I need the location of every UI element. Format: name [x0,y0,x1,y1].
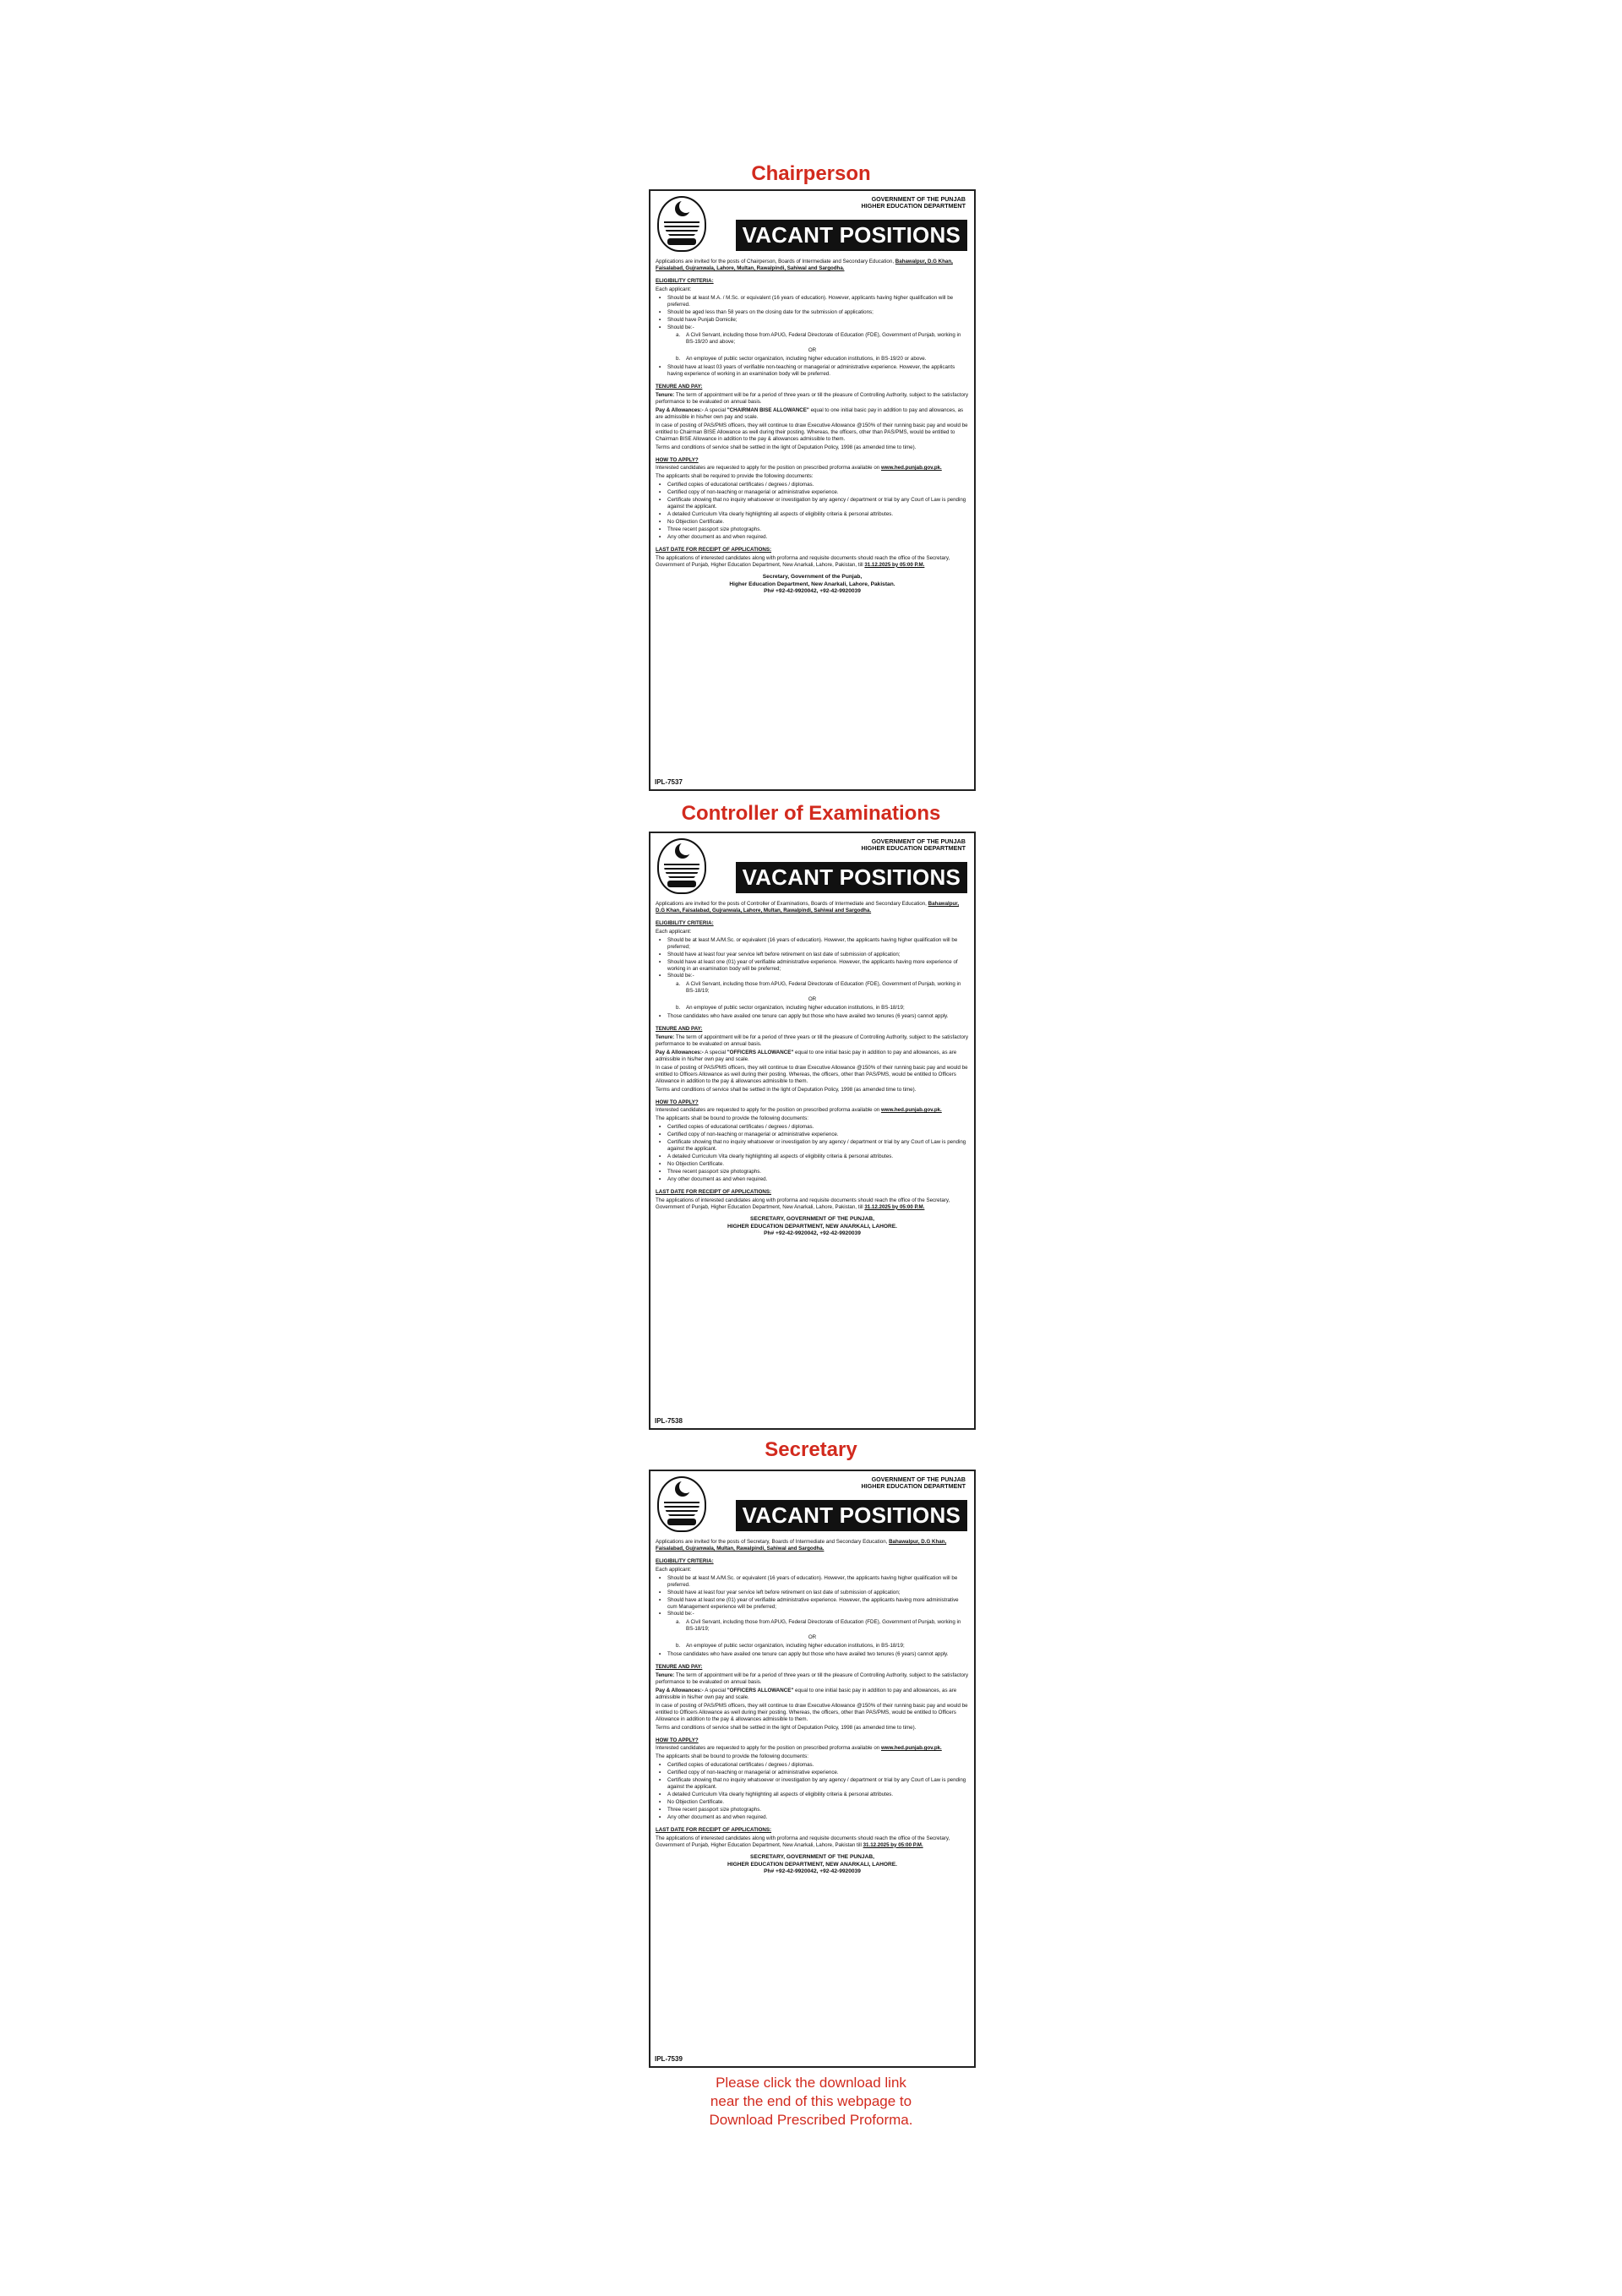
pay-allowances: Pay & Allowances:- A special "OFFICERS ALLOWANCE" equal to one initial basic pay in addition to pay and allowances, as are admissible in his/her own pay and scale. [656,1687,957,1700]
pms-note: In case of posting of PAS/PMS officers, they will continue to draw Executive Allowance @150% of their running basic pay and would be entitled to Officers Allowance as well during their posting. Whereas, the officers, other than PAS/PMS, would be entitled to Officers Allowance in addition to the pay & allowances admissible to them. [656,1702,968,1722]
option-a: a. A Civil Servant, including those from APUG, Federal Directorate of Education (FDE), Government of Punjab, working in BS-18/19; [676,1619,961,1633]
tenure: Tenure: The term of appointment will be for a period of three years or till the pleasure of Controlling Authority, subject to the satisfactory performance to be evaluated on annual basis. [656,1672,969,1685]
criteria-list [656,1013,969,1020]
doc-item: • Certified copies of educational certificates / degrees / diplomas. [656,1124,969,1131]
doc-item: • Certificate showing that no inquiry whatsoever or investigation by any agency / department or trial by any Court of Law is pending against the applicant. [656,1777,969,1791]
terms: Terms and conditions of service shall be settled in the light of Deputation Policy, 1998 (as amended time to time). [656,444,917,450]
how-title: HOW TO APPLY? [656,1099,699,1105]
criteria-item: • Should be:- [656,1611,969,1617]
dept-line: HIGHER EDUCATION DEPARTMENT [861,202,966,210]
terms: Terms and conditions of service shall be settled in the light of Deputation Policy, 1998 (as amended time to time). [656,1724,917,1731]
download-note-line: near the end of this webpage to [710,2093,912,2110]
how-title: HOW TO APPLY? [656,456,699,463]
vacant-banner: VACANT POSITIONS [736,220,967,251]
option-b: b. An employee of public sector organization, including higher education institutions, in BS-18/19; [676,1643,905,1650]
how-title: HOW TO APPLY? [656,1737,699,1743]
pms-note: In case of posting of PAS/PMS officers, they will continue to draw Executive Allowance @150% of their running basic pay and would be entitled to Officers Allowance as well during their posting. Whereas, the officers, other than PAS/PMS, would be entitled to Officers Allowance in addition to the pay & allowances admissible to them. [656,1064,968,1084]
criteria-item: • Should have at least four year service left before retirement on last date of submission of application; [656,952,969,958]
last-date-title: LAST DATE FOR RECEIPT OF APPLICATIONS: [656,1188,772,1195]
docs-list [656,482,969,541]
each-applicant: Each applicant: [656,928,692,935]
doc-item: • No Objection Certificate. [656,519,969,526]
dept-line: HIGHER EDUCATION DEPARTMENT [861,1482,966,1491]
ipl-number: IPL-7539 [655,2054,683,2063]
how-to-apply: Interested candidates are requested to apply for the position on prescribed proforma available on www.hed.punjab.gov.pk. [656,1107,942,1114]
intro: Applications are invited for the posts of Chairperson, Boards of Intermediate and Secondary Education, Bahawalpur, D.G Khan, Faisalabad, Gujranwala, Lahore, Multan, Rawalpindi, Sahiwal and Sargodha. [656,259,953,271]
vacant-banner: VACANT POSITIONS [736,862,967,893]
website-link[interactable]: www.hed.punjab.gov.pk. [880,1745,942,1752]
or-label: OR [808,1634,817,1641]
criteria-item: • Those candidates who have availed one tenure can apply but those who have availed two tenures (6 years) cannot apply. [656,1651,969,1658]
pay-allowances: Pay & Allowances:- A special "CHAIRMAN BISE ALLOWANCE" equal to one initial basic pay in addition to pay and allowances, as are admissible in his/her own pay and scale. [656,406,964,420]
each-applicant: Each applicant: [656,1566,692,1573]
doc-item: • No Objection Certificate. [656,1799,969,1806]
gov-line: GOVERNMENT OF THE PUNJAB [871,837,966,845]
criteria-item: • Should be aged less than 58 years on the closing date for the submission of applications; [656,309,969,316]
criteria-item: • Should have at least four year service left before retirement on last date of submission of application; [656,1590,969,1596]
sign-line: HIGHER EDUCATION DEPARTMENT, NEW ANARKALI, LAHORE. [727,1861,897,1868]
website-link[interactable]: www.hed.punjab.gov.pk. [880,1107,942,1114]
last-date: The applications of interested candidates along with proforma and requisite documents should reach the office of the Secretary, Government of Punjab, Higher Education Department, New Anarkali, Lahore, Pakistan, till 31.12.2025 by 05:00 P.M. [656,554,950,568]
sign-line: Secretary, Government of the Punjab, [762,573,863,580]
punjab-emblem-icon [657,838,706,894]
docs-list [656,1124,969,1183]
sign-line: SECRETARY, GOVERNMENT OF THE PUNJAB, [750,1215,874,1222]
criteria-list [656,937,969,980]
option-b: b. An employee of public sector organization, including higher education institutions, in BS-19/20 or above. [676,356,927,363]
issuer [861,196,966,210]
eligibility-title: ELIGIBILITY CRITERIA: [656,919,714,926]
download-note[interactable] [0,2074,1622,2130]
doc-item: • Any other document as and when required. [656,1176,969,1183]
doc-item: • Certified copies of educational certificates / degrees / diplomas. [656,1762,969,1769]
pay-allowances: Pay & Allowances:- A special "OFFICERS ALLOWANCE" equal to one initial basic pay in addition to pay and allowances, as are admissible in his/her own pay and scale. [656,1049,957,1062]
criteria-list [656,1575,969,1618]
criteria-item: • Should have at least one (01) year of verifiable administrative experience. However, the applicants having more experience of working in an examination body will be preferred; [656,959,969,973]
signature-block [656,1854,969,1877]
phone: Ph# +92-42-9920042, +92-42-9920039 [764,1868,861,1875]
how-to-apply: Interested candidates are requested to apply for the position on prescribed proforma available on www.hed.punjab.gov.pk. [656,465,942,472]
tenure-title: TENURE AND PAY: [656,384,703,390]
criteria-item: • Should be at least M.A/M.Sc. or equivalent (16 years of education). However, the applicants having higher qualification will be preferred. [656,1575,969,1589]
phone: Ph# +92-42-9920042, +92-42-9920039 [764,1230,861,1237]
terms: Terms and conditions of service shall be settled in the light of Deputation Policy, 1998 (as amended time to time). [656,1086,917,1093]
docs-intro: The applicants shall be required to provide the following documents: [656,473,814,480]
phone: Ph# +92-42-9920042, +92-42-9920039 [764,588,861,595]
doc-item: • Three recent passport size photographs. [656,1807,969,1813]
or-label: OR [808,347,817,354]
doc-item: • Certified copy of non-teaching or managerial or administrative experience. [656,1132,969,1138]
eligibility-title: ELIGIBILITY CRITERIA: [656,1557,714,1564]
criteria-item: • Should be at least M.A/M.Sc. or equivalent (16 years of education). However, the applicants having higher qualification will be preferred; [656,937,969,951]
last-date: The applications of interested candidates along with proforma and requisite documents should reach the office of the Secretary, Government of Punjab, Higher Education Department, New Anarkali, Lahore, Pakistan, till 31.12.2025 by 05:00 P.M. [656,1197,950,1210]
doc-item: • Three recent passport size photographs. [656,1169,969,1175]
how-to-apply: Interested candidates are requested to apply for the position on prescribed proforma available on www.hed.punjab.gov.pk. [656,1745,942,1752]
doc-item: • Certified copy of non-teaching or managerial or administrative experience. [656,489,969,496]
vacant-banner: VACANT POSITIONS [736,1500,967,1531]
criteria-item: • Should have Punjab Domicile; [656,317,969,324]
issuer [861,838,966,853]
docs-list [656,1762,969,1821]
ad-controller [649,832,976,1430]
ipl-number: IPL-7538 [655,1416,683,1425]
criteria-list [656,1651,969,1658]
doc-item: • Certified copies of educational certificates / degrees / diplomas. [656,482,969,488]
docs-intro: The applicants shall be bound to provide the following documents: [656,1753,808,1760]
tenure-title: TENURE AND PAY: [656,1664,703,1671]
intro: Applications are invited for the posts of Controller of Examinations, Boards of Intermediate and Secondary Education, Bahawalpur, D.G Khan, Faisalabad, Gujranwala, Lahore, Multan, Rawalpindi, Sahiwal and Sargodha. [656,901,960,913]
heading-controller: Controller of Examinations [681,802,941,825]
last-date-title: LAST DATE FOR RECEIPT OF APPLICATIONS: [656,546,772,553]
doc-item: • A detailed Curriculum Vita clearly highlighting all aspects of eligibility criteria & personal attributes. [656,1792,969,1798]
heading-chairperson: Chairperson [751,162,871,185]
criteria-item: • Should have at least one (01) year of verifiable administrative experience. However, the applicants having more administrative cum Management experience will be preferred; [656,1597,969,1611]
criteria-item: • Should have at least 03 years of verifiable non-teaching or managerial or administrative experience. However, the applicants having experience of working in an examination body will be preferred. [656,364,969,378]
intro: Applications are invited for the posts of Secretary, Boards of Intermediate and Secondary Education, Bahawalpur, D.G Khan, Faisalabad, Gujranwala, Multan, Rawalpindi, Sahiwal and Sargodha. [656,1539,947,1552]
doc-item: • Any other document as and when required. [656,1814,969,1821]
punjab-emblem-icon [657,1476,706,1532]
doc-item: • A detailed Curriculum Vita clearly highlighting all aspects of eligibility criteria & personal attributes. [656,511,969,518]
tenure-title: TENURE AND PAY: [656,1026,703,1033]
option-a: a. A Civil Servant, including those from APUG, Federal Directorate of Education (FDE), Government of Punjab, working in BS-19/20 and above; [676,332,961,346]
criteria-list [656,364,969,378]
website-link[interactable]: www.hed.punjab.gov.pk. [880,465,942,472]
doc-item: • Certificate showing that no inquiry whatsoever or investigation by any agency / department or trial by any Court of Law is pending against the applicant. [656,1139,969,1153]
signature-block [656,1216,969,1239]
or-label: OR [808,996,817,1003]
ipl-number: IPL-7537 [655,777,683,786]
criteria-item: • Should be at least M.A. / M.Sc. or equivalent (16 years of education). However, applicants having higher qualification will be preferred. [656,295,969,308]
signature-block [656,574,969,597]
criteria-item: • Should be:- [656,324,969,331]
gov-line: GOVERNMENT OF THE PUNJAB [871,1475,966,1483]
sign-line: SECRETARY, GOVERNMENT OF THE PUNJAB, [750,1853,874,1860]
eligibility-title: ELIGIBILITY CRITERIA: [656,277,714,284]
dept-line: HIGHER EDUCATION DEPARTMENT [861,844,966,853]
option-a: a. A Civil Servant, including those from APUG, Federal Directorate of Education (FDE), Government of Punjab, working in BS-18/19; [676,981,961,995]
pms-note: In case of posting of PAS/PMS officers, they will continue to draw Executive Allowance @150% of their running basic pay and would be entitled to Chairman BISE Allowance as well during their posting. Whereas, the officers, other than PAS/PMS, would be entitled to Chairman BISE Allowance in addition to the pay & allowances admissible to them. [656,422,968,442]
doc-item: • Certified copy of non-teaching or managerial or administrative experience. [656,1770,969,1776]
each-applicant: Each applicant: [656,286,692,292]
doc-item: • A detailed Curriculum Vita clearly highlighting all aspects of eligibility criteria & personal attributes. [656,1153,969,1160]
doc-item: • Certificate showing that no inquiry whatsoever or investigation by any agency / department or trial by any Court of Law is pending against the applicant. [656,497,969,510]
doc-item: • Any other document as and when required. [656,534,969,541]
download-note-line: Download Prescribed Proforma. [709,2112,913,2129]
doc-item: • No Objection Certificate. [656,1161,969,1168]
punjab-emblem-icon [657,196,706,252]
last-date-title: LAST DATE FOR RECEIPT OF APPLICATIONS: [656,1826,772,1833]
option-b: b. An employee of public sector organization, including higher education institutions, in BS-18/19; [676,1005,905,1012]
tenure: Tenure: The term of appointment will be for a period of three years or till the pleasure of Controlling Authority, subject to the satisfactory performance to be evaluated on annual basis. [656,1034,969,1047]
ad-chairperson [649,189,976,791]
doc-item: • Three recent passport size photographs. [656,526,969,533]
issuer [861,1476,966,1491]
criteria-item: • Should be:- [656,973,969,979]
docs-intro: The applicants shall be bound to provide the following documents: [656,1115,808,1122]
gov-line: GOVERNMENT OF THE PUNJAB [871,195,966,203]
criteria-item: • Those candidates who have availed one tenure can apply but those who have availed two tenures (6 years) cannot apply. [656,1013,969,1020]
criteria-list [656,295,969,331]
download-note-line: Please click the download link [716,2075,906,2091]
ad-secretary [649,1470,976,2068]
tenure: Tenure: The term of appointment will be for a period of three years or till the pleasure of Controlling Authority, subject to the satisfactory performance to be evaluated on annual basis. [656,392,969,405]
last-date: The applications of interested candidates along with proforma and requisite documents should reach the office of the Secretary, Government of Punjab, Higher Education Department, New Anarkali, Lahore, Pakistan till 31.12.2025 by 05:00 P.M. [656,1835,950,1848]
heading-secretary: Secretary [765,1438,857,1461]
sign-line: HIGHER EDUCATION DEPARTMENT, NEW ANARKALI, LAHORE. [727,1223,897,1230]
sign-line: Higher Education Department, New Anarkali, Lahore, Pakistan. [729,581,895,587]
